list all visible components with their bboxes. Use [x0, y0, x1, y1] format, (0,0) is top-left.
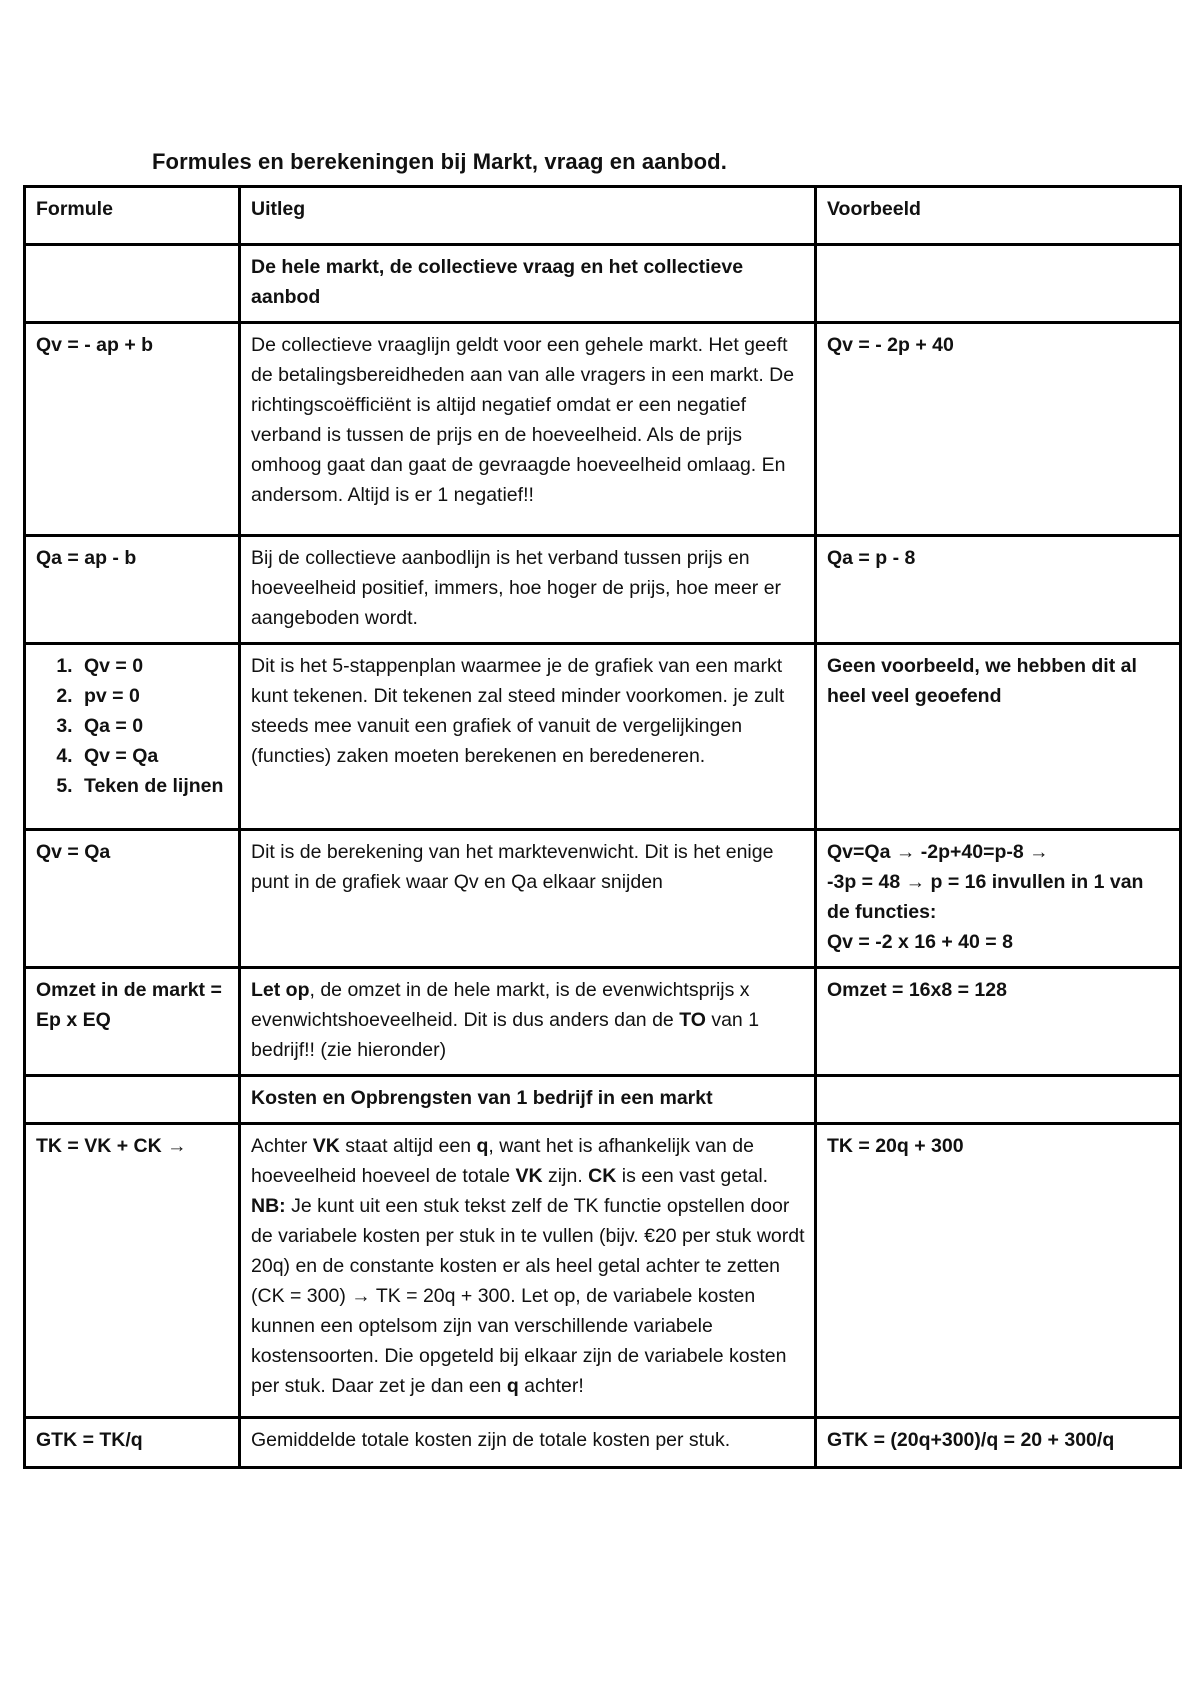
table-row: [25, 968, 1181, 1076]
formule-cell: Qv = - ap + b: [25, 323, 240, 536]
table-row: [25, 536, 1181, 644]
voorbeeld-cell: Qv = - 2p + 40: [816, 323, 1181, 536]
uitleg-text: , de omzet in de hele markt, is de evenwichtsprijs x evenwichtshoeveelheid. Dit is dus anders dan de: [251, 979, 750, 1031]
voorbeeld-cell: [816, 245, 1181, 323]
emphasis: CK: [588, 1165, 617, 1187]
step-list: [26, 651, 229, 801]
table-header-row: [25, 187, 1181, 245]
table-row: [25, 1124, 1181, 1418]
step-item: 3. Qa = 0: [78, 711, 229, 741]
formule-cell: [25, 1076, 240, 1124]
header-uitleg: Uitleg: [240, 187, 816, 245]
voorbeeld-line: Qv=Qa → -2p+40=p-8 →: [827, 841, 1049, 863]
voorbeeld-cell: Omzet = 16x8 = 128: [816, 968, 1181, 1076]
page-title: Formules en berekeningen bij Markt, vraag en aanbod.: [152, 149, 727, 174]
uitleg-text: Achter: [251, 1135, 313, 1157]
emphasis: q: [506, 1375, 519, 1397]
step-item: 1. Qv = 0: [78, 651, 229, 681]
uitleg-text: is een vast getal.: [616, 1165, 769, 1187]
uitleg-text: achter!: [518, 1375, 584, 1397]
formule-cell: [25, 245, 240, 323]
uitleg-cell: Dit is de berekening van het marktevenwicht. Dit is het enige punt in de grafiek waar Qv en Qa elkaar snijden: [240, 830, 816, 968]
voorbeeld-cell: TK = 20q + 300: [816, 1124, 1181, 1418]
uitleg-text: , want het is afhankelijk van de hoeveelheid hoeveel de totale: [251, 1135, 754, 1187]
formule-cell: Omzet in de markt = Ep x EQ: [25, 968, 240, 1076]
uitleg-cell: Bij de collectieve aanbodlijn is het verband tussen prijs en hoeveelheid positief, immers, hoe hoger de prijs, hoe meer er aangeboden wordt.: [240, 536, 816, 644]
uitleg-cell: Dit is het 5-stappenplan waarmee je de grafiek van een markt kunt tekenen. Dit tekenen zal steed minder voorkomen. je zult steeds mee vanuit een grafiek of vanuit de vergelijkingen (functies) zaken moeten berekenen en beredeneren.: [240, 644, 816, 830]
header-voorbeeld: Voorbeeld: [816, 187, 1181, 245]
voorbeeld-cell: Geen voorbeeld, we hebben dit al heel veel geoefend: [816, 644, 1181, 830]
voorbeeld-cell: GTK = (20q+300)/q = 20 + 300/q: [816, 1418, 1181, 1468]
step-item: 5. Teken de lijnen: [78, 771, 229, 801]
uitleg-text: zijn.: [542, 1165, 589, 1187]
uitleg-cell: Gemiddelde totale kosten zijn de totale kosten per stuk.: [240, 1418, 816, 1468]
voorbeeld-cell: [816, 1076, 1181, 1124]
formula-table: [23, 185, 1182, 1469]
formule-cell: TK = VK + CK →: [25, 1124, 240, 1418]
uitleg-cell: [240, 968, 816, 1076]
emphasis: NB:: [251, 1195, 286, 1217]
table-row: [25, 830, 1181, 968]
section-heading-kosten: Kosten en Opbrengsten van 1 bedrijf in een markt: [240, 1076, 816, 1124]
step-item: 4. Qv = Qa: [78, 741, 229, 771]
formule-cell: Qa = ap - b: [25, 536, 240, 644]
emphasis: q: [476, 1135, 489, 1157]
voorbeeld-cell: [816, 830, 1181, 968]
uitleg-text: staat altijd een: [339, 1135, 477, 1157]
table-row: [25, 1076, 1181, 1124]
emphasis: VK: [312, 1135, 340, 1157]
emphasis: Let op: [251, 979, 310, 1001]
step-item: 2. pv = 0: [78, 681, 229, 711]
voorbeeld-line: -3p = 48 → p = 16 invullen in 1 van de functies:: [827, 871, 1144, 923]
table-row: [25, 1418, 1181, 1468]
formule-cell: Qv = Qa: [25, 830, 240, 968]
emphasis: VK: [515, 1165, 543, 1187]
emphasis: TO: [679, 1009, 706, 1031]
uitleg-text: van 1 bedrijf!! (zie hieronder): [251, 1009, 760, 1061]
section-heading-markt: De hele markt, de collectieve vraag en het collectieve aanbod: [240, 245, 816, 323]
voorbeeld-line: Qv = -2 x 16 + 40 = 8: [827, 931, 1013, 953]
uitleg-cell: [240, 1124, 816, 1418]
uitleg-text: Je kunt uit een stuk tekst zelf de TK functie opstellen door de variabele kosten per stuk in te vullen (bijv. €20 per stuk wordt 20q) en de constante kosten er als heel getal achter te zetten (CK = 300) → TK = 20q + 300. Let op, de variabele kosten kunnen een optelsom zijn van verschillende variabele kostensoorten. Die opgeteld bij elkaar zijn de variabele kosten per stuk. Daar zet je dan een: [251, 1195, 805, 1397]
table-row: [25, 245, 1181, 323]
header-formule: Formule: [25, 187, 240, 245]
table-row: [25, 644, 1181, 830]
voorbeeld-cell: Qa = p - 8: [816, 536, 1181, 644]
table-row: [25, 323, 1181, 536]
uitleg-cell: De collectieve vraaglijn geldt voor een gehele markt. Het geeft de betalingsbereidheden aan van alle vragers in een markt. De richtingscoëfficiënt is altijd negatief omdat er een negatief verband is tussen de prijs en de hoeveelheid. Als de prijs omhoog gaat dan gaat de gevraagde hoeveelheid omlaag. En andersom. Altijd is er 1 negatief!!: [240, 323, 816, 536]
formule-cell: GTK = TK/q: [25, 1418, 240, 1468]
formule-cell: [25, 644, 240, 830]
